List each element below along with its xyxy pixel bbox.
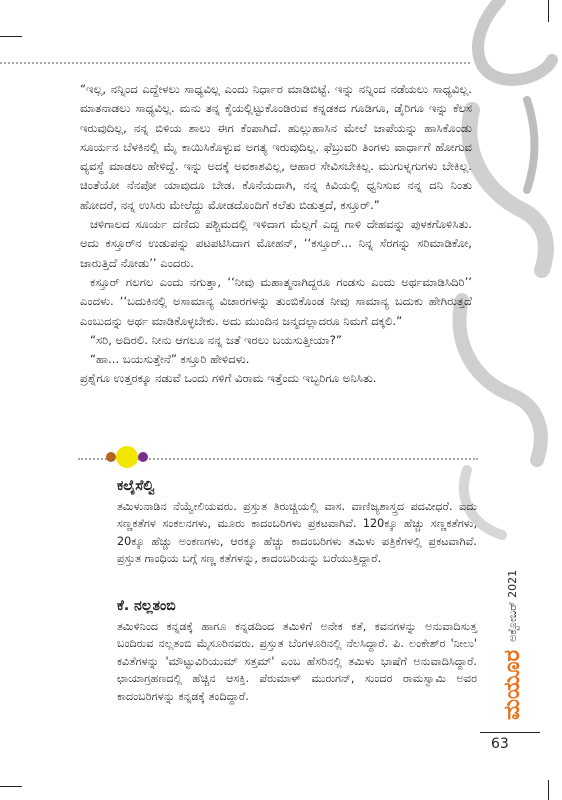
story-paragraph: “ಹಾ... ಬಯಸುತ್ತೇನೆ” ಕಸ್ತೂರಿ ಹೇಳಿದಳು.	[90, 352, 250, 367]
brown-dot	[106, 452, 116, 462]
page-number-rule	[480, 732, 540, 733]
translator-name: ಕೆ. ನಲ್ಲತಂಬಿ	[117, 598, 176, 614]
author-bio	[117, 476, 477, 568]
crop-mark	[0, 786, 22, 787]
story-body	[80, 80, 472, 389]
story-paragraph: ಪ್ರಶ್ನೆಗೂ ಉತ್ತರಕ್ಕೂ ನಡುವೆ ಒಂದು ಗಳಿಗೆ ವಿರಾಮ ಇತ್ತೆಂದು ಇಬ್ಬರಿಗೂ ಅನಿಸಿತು.	[80, 371, 377, 386]
crop-mark	[0, 36, 22, 37]
magazine-name: ಮಯೂರ	[500, 649, 525, 720]
running-footer	[478, 560, 525, 720]
author-description: ತಮಿಳುನಾಡಿನ ನೆಯ್ವೇಲಿಯವರು. ಪ್ರಸ್ತುತ ತಿರುಚ್ಚಿಯಲ್ಲಿ ವಾಸ. ವಾಣಿಜ್ಯಶಾಸ್ತ್ರದ ಪದವೀಧರೆ. ಐದು ಸಣ್ಣಕತೆಗಳ ಸಂಕಲನಗಳು, ಮೂರು ಕಾದಂಬರಿಗಳು ಪ್ರಕಟವಾಗಿವೆ. 120ಕ್ಕೂ ಹೆಚ್ಚು ಸಣ್ಣಕತೆಗಳು, 20ಕ್ಕೂ ಹೆಚ್ಚು ಅಂಕಣಗಳು, ಆರಕ್ಕೂ ಹೆಚ್ಚು ಕಾದಂಬರಿಗಳು ತಮಿಳು ಪತ್ರಿಕೆಗಳಲ್ಲಿ ಪ್ರಕಟವಾಗಿವೆ. ಪ್ರಸ್ತುತ ಗಾಂಧಿಯ ಬಗ್ಗೆ ಸಣ್ಣ ಕತೆಗಳನ್ನು, ಕಾದಂಬರಿಯನ್ನು ಬರೆಯುತ್ತಿದ್ದಾರೆ.	[117, 500, 477, 566]
crop-mark	[548, 0, 549, 22]
story-paragraph: ಚಳಿಗಾಲದ ಸೂರ್ಯ ದಣಿದು ಪಶ್ಚಿಮದಲ್ಲಿ ಇಳಿದಾಗ ಮೆಲ್ಲಗೆ ಎದ್ದ ಗಾಳಿ ದೇಹವನ್ನು ಪುಳಕಗೊಳಿಸಿತು. ಅದು ಕಸ್ತೂರ್‌ನ ಉಡುಪನ್ನು ಪಟಪಟಿಸಿದಾಗ ಮೋಹನ್, ‘‘ಕಸ್ತೂರ್... ನಿನ್ನ ಸೆರಗನ್ನು ಸರಿಮಾಡಿಕೋ, ಜಾರುತ್ತಿದೆ ನೋಡು’’ ಎಂದರು.	[80, 217, 472, 270]
translator-bio	[117, 596, 477, 705]
purple-dot	[138, 452, 148, 462]
story-paragraph: ಕಸ್ತೂರ್ ಗಲಗಲ ಎಂದು ನಗುತ್ತಾ, ‘‘ನೀವು ಮಹಾತ್ಮನಾಗಿದ್ದರೂ ಗಂಡಸು ಎಂದು ಅರ್ಥಮಾಡಿಸಿದಿರಿ’’ ಎಂದಳು. ‘‘ಬದುಕಿನಲ್ಲಿ ಅಸಾಮಾನ್ಯ ವಿಚಾರಗಳನ್ನು ತುಂಬಿಕೊಂಡ ನೀವು ಸಾಮಾನ್ಯ ಬದುಕು ಹೇಗಿರುತ್ತದೆ ಎಂಬುದನ್ನು ಅರ್ಥ ಮಾಡಿಕೊಳ್ಳಬೇಕು. ಅದು ಮುಂದಿನ ಜನ್ಮದಲ್ಲಾದರೂ ನಿಮಗೆ ದಕ್ಕಲಿ.”	[80, 274, 472, 328]
story-paragraph: “ಸರಿ, ಅದಿರಲಿ. ನೀನು ಆಗಲೂ ನನ್ನ ಜತೆ ಇರಲು ಬಯಸುತ್ತೀಯಾ?”	[90, 332, 342, 347]
translator-description: ತಮಿಳಿನಿಂದ ಕನ್ನಡಕ್ಕೆ ಹಾಗೂ ಕನ್ನಡದಿಂದ ತಮಿಳಿಗೆ ಅನೇಕ ಕತೆ, ಕವನಗಳನ್ನು ಅನುವಾದಿಸುತ್ತ ಬಂದಿರುವ ನಲ್ಲತಂಬಿ ಮೈಸೂರಿನವರು. ಪ್ರಸ್ತುತ ಬೆಂಗಳೂರಿನಲ್ಲಿ ನೆಲಸಿದ್ದಾರೆ. ಪಿ. ಲಂಕೇಶ್‌ರ 'ನೀಲು' ಕವಿತೆಗಳನ್ನು 'ಮೌಟ್ಟುವಿರಿಯುಮ್ ಸತ್ತಮ್' ಎಂಬ ಹೆಸರಿನಲ್ಲಿ ತಮಿಳು ಭಾಷೆಗೆ ಅನುವಾದಿಸಿದ್ದಾರೆ. ಛಾಯಾಗ್ರಹಣದಲ್ಲಿ ಹೆಚ್ಚಿನ ಆಸಕ್ತಿ. ಪೆರುಮಾಳ್ ಮುರುಗನ್, ಸುಂದರ ರಾಮಸ್ವಾಮಿ ಅವರ ಕಾದಂಬರಿಗಳನ್ನು ಕನ್ನಡಕ್ಕೆ ತಂದಿದ್ದಾರೆ.	[117, 620, 477, 703]
story-paragraph: “ಇಲ್ಲ, ನನ್ನಿಂದ ಎದ್ದೇಳಲು ಸಾಧ್ಯವಿಲ್ಲ ಎಂದು ನಿರ್ಧಾರ ಮಾಡಿಬಿಟ್ಟೆ. ಇನ್ನು ನನ್ನಿಂದ ನಡೆಯಲು ಸಾಧ್ಯವಿಲ್ಲ. ಮಾತನಾಡಲು ಸಾಧ್ಯವಿಲ್ಲ. ಮನು ತನ್ನ ಕೈಯಲ್ಲಿಟ್ಟುಕೊಂಡಿರುವ ಕನ್ನಡಕದ ಗೂಡಿಗೂ, ಡೈರಿಗೂ ಇನ್ನು ಕೆಲಸ ಇರುವುದಿಲ್ಲ, ನನ್ನ ಬಿಳಿಯ ಶಾಲು ಈಗ ಕೆಂಪಾಗಿದೆ. ಹುಲ್ಲುಹಾಸಿನ ಮೇಲೆ ಚಾಪೆಯನ್ನು ಹಾಸಿಕೊಂಡು ಸೂರ್ಯನ ಬೆಳಕಿನಲ್ಲಿ ಮೈ ಕಾಯಿಸಿಕೊಳ್ಳುವ ಅಗತ್ಯ ಇರುವುದಿಲ್ಲ. ಫೆಬ್ರುವರಿ ತಿಂಗಳು ವಾರ್ಧಾಗೆ ಹೋಗುವ ವ್ಯವಸ್ಥೆ ಮಾಡಲು ಹೇಳಿದ್ದೆ. ಇನ್ನು ಅದಕ್ಕೆ ಅವಕಾಶವಿಲ್ಲ, ಆಹಾರ ಸೇವಿಸಬೇಕಿಲ್ಲ. ಮುಗುಳ್ನಗುಗಳು ಬೇಕಿಲ್ಲ. ಚಿಂತೆಯೋ ನೆನಪೋ ಯಾವುದೂ ಬೇಡ. ಕೊನೆಯದಾಗಿ, ನನ್ನ ಕಿವಿಯಲ್ಲಿ ಧ್ವನಿಸುವ ನನ್ನ ದನಿ ನಿಂತು ಹೋದರೆ, ನನ್ನ ಉಸಿರು ಮೇಲೆದ್ದು ಮೋಡದೊಂದಿಗೆ ಕಲೆತು ಬಿಡುತ್ತದೆ, ಕಸ್ತೂರ್.”	[80, 82, 472, 212]
author-name: ಕಲೈಸೆಲ್ವಿ	[117, 478, 155, 494]
crop-mark	[548, 780, 549, 800]
page-number: 63	[491, 736, 509, 752]
section-separator	[78, 446, 478, 470]
yellow-dot	[116, 446, 138, 468]
issue-date: ಅಕ್ಟೋಬರ್ 2021	[505, 569, 519, 642]
top-dotted-rule	[0, 62, 470, 64]
